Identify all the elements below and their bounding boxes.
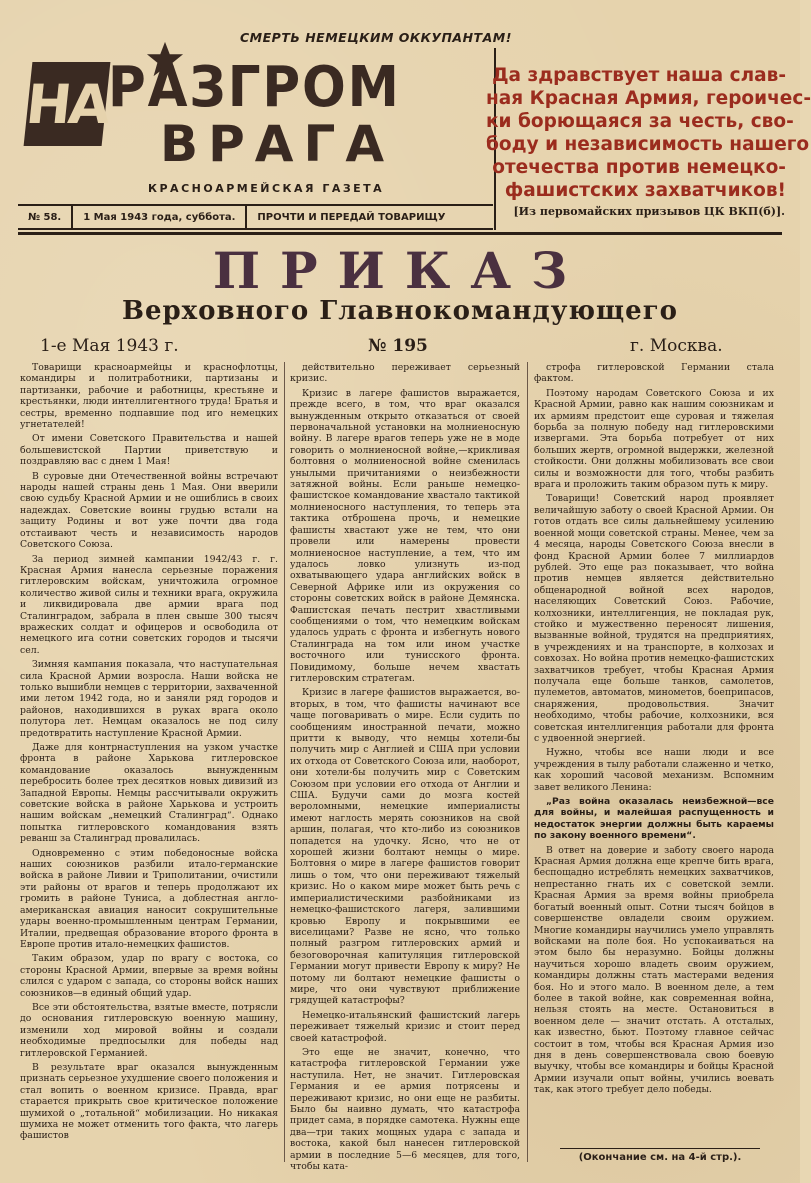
top-slogan: СМЕРТЬ НЕМЕЦКИМ ОККУПАНТАМ! — [240, 30, 512, 45]
slogan-line: ки борющаяся за честь, сво- — [486, 111, 794, 132]
issue-info-bar — [18, 204, 493, 230]
column-divider — [527, 362, 528, 1162]
article-column-2 — [290, 362, 520, 1173]
continued-note: (Окончание см. на 4-й стр.). — [560, 1148, 760, 1163]
newspaper-title: РАЗГРОМ — [108, 55, 401, 120]
paragraph: действительно переживает серьезный кризис. — [290, 362, 520, 385]
paragraph: В результате враг оказался вынужденным признать серьезное ухудшение своего положения и стал вопить о военном кризисе. Правда, враг старается прикрыть свое критическое положение шумихой о „тотальной“ мобилизации. Но никакая шумиха не может отменить того факта, что лагерь фашистов — [20, 1061, 278, 1142]
order-subtitle: Верховного Главнокомандующего — [121, 296, 679, 326]
paragraph: Товарищи красноармейцы и краснофлотцы, командиры и политработники, партизаны и партизанки, рабочие и работницы, крестьяне и крестьянки, люди интеллигентного труда! Братья и сестры, временно подпавшие под иго немецких угнетателей! — [20, 362, 278, 431]
paragraph: строфа гитлеровской Германии стала фактом. — [534, 362, 774, 385]
order-city: г. Москва. — [630, 336, 723, 356]
paragraph: Поэтому народам Советского Союза и их Красной Армии, равно как нашим союзникам и их армиям предстоит еще суровая и тяжелая борьба за полную победу над гитлеровскими извергами. Эта борьба потребует от них больших жертв, огромной выдержки, железной стойкости. Они должны мобилизовать все свои силы и возможности для того, чтобы разбить врага и проложить таким образом путь к миру. — [534, 387, 774, 491]
order-title: ПРИКАЗ — [212, 241, 588, 300]
slogan-line: отечества против немецко- — [492, 157, 786, 178]
slogan-line: боду и независимость нашего — [486, 134, 810, 155]
issue-number: № 58. — [28, 211, 62, 223]
order-date: 1-е Мая 1943 г. — [40, 336, 179, 356]
paragraph: От имени Советского Правительства и нашей большевистской Партии приветствую и поздравляю вас с днем 1 Мая! — [20, 433, 278, 468]
may-day-slogan — [486, 64, 811, 202]
lenin-quote: „Раз война оказалась неизбежной—все для войны, и малейшая распущенность и недостаток энергии должны быть караемы по закону военного времени“. — [534, 796, 774, 842]
logo-na: НА — [24, 62, 111, 146]
paragraph: В суровые дни Отечественной войны встречают народы нашей страны день 1 Мая. Они вверили свою судьбу Красной Армии и не ошиблись в своих надеждах. Советские воины грудью встали на защиту Родины и вот уже почти два года отстаивают честь и независимость народов Советского Союза. — [20, 470, 278, 551]
paragraph: Все эти обстоятельства, взятые вместе, потрясли до основания гитлеровскую военную машину, изменили ход мировой войны и создали необходимые предпосылки для победы над гитлеровской Германией. — [20, 1001, 278, 1059]
order-number: № 195 — [368, 336, 428, 356]
paragraph: За период зимней кампании 1942/43 г. г. Красная Армия нанесла серьезные поражения гитлеровским войскам, уничтожила огромное количество живой силы и техники врага, окружила и ликвидировала две армии врага под Сталинградом, забрала в плен свыше 300 тысяч вражеских солдат и офицеров и освободила от немецкого ига сотни советских городов и тысячи сел. — [20, 553, 278, 656]
paragraph: Товарищи! Советский народ проявляет величайшую заботу о своей Красной Армии. Он готов отдать все силы дальнейшему усилению военной мощи советской страны. Менее, чем за 4 месяца, народы Советского Союза внесли в фонд Красной Армии более 7 миллиардов рублей. Это еще раз показывает, что война против немцев является действительно общенародной войной всех народов, населяющих Советский Союз. Рабочие, колхозники, интеллигенция, не покладая рук, стойко и мужественно переносят лишения, вызванные войной, трудятся на предприятиях, в учреждениях и на транспорте, в колхозах и совхозах. Но война против немецко-фашистских захватчиков требует, чтобы Красная Армия получала еще больше танков, самолетов, пулеметов, автоматов, минометов, боеприпасов, снаряжения, продовольствия. Значит необходимо, чтобы рабочие, колхозники, вся советская интеллигенция работали для фронта с удвоенной энергией. — [534, 493, 774, 744]
pass-on-note: ПРОЧТИ И ПЕРЕДАЙ ТОВАРИЩУ — [257, 211, 446, 223]
masthead-rule — [18, 232, 782, 235]
paragraph: Кризис в лагере фашистов выражается, прежде всего, в том, что враг оказался вынужденным открыто отказаться от своей первоначальной установки на молниеносную войну. В лагере врагов теперь уже не в моде говорить о молниеносной войне,—крикливая болтовня о молниеносной войне сменилась унылыми причитаниями о неизбежности затяжной войны. Если раньше немецко-фашистское командование хвастало тактикой молниеносного наступления, то теперь эта тактика отброшена прочь, и немецкие фашисты хвастают уже не тем, что они провели или намерены провести молниеносное наступление, а тем, что им удалось ловко улизнуть из-под охватывающего удара английских войск в Северной Африке или из окружения со стороны советских войск в районе Демянска. Фашистская печать пестрит хвастливыми сообщениями о том, что немецким войскам удалось удрать с фронта и избегнуть нового Сталинграда на том или ином участке восточного или тунисского фронта. Повидимому, больше нечем хвастать гитлеровским стратегам. — [290, 387, 520, 684]
slogan-line: ная Красная Армия, героичес- — [486, 88, 811, 109]
paragraph: Даже для контрнаступления на узком участке фронта в районе Харькова гитлеровское командование оказалось вынужденным перебросить более трех десятков новых дивизий из Западной Европы. Немцы рассчитывали окружить советские войска в районе Харькова и устроить нашим войскам „немецкий Сталинград“. Однако попытка гитлеровского командования взять реванш за Сталинград провалилась. — [20, 742, 278, 845]
paragraph: Одновременно с этим победоносные войска наших союзников разбили итало-германские войска в районе Ливии и Триполитании, очистили эти районы от врагов и теперь продолжают их громить в районе Туниса, а доблестная англо-американская авиация наносит сокрушительные удары военно-промышленным центрам Германии, Италии, предвещая образование второго фронта в Европе против итало-немецких фашистов. — [20, 847, 278, 950]
paragraph: Это еще не значит, конечно, что катастрофа гитлеровской Германии уже наступила. Нет, не значит. Гитлеровская Германия и ее армия потрясены и переживают кризис, но они еще не разбиты. Было бы наивно думать, что катастрофа придет сама, в порядке самотека. Нужны еще два—три таких мощных удара с запада и востока, какой был нанесен гитлеровской армии в последние 5—6 месяцев, для того, чтобы ката- — [290, 1046, 520, 1173]
newspaper-subtitle: КРАСНОАРМЕЙСКАЯ ГАЗЕТА — [148, 182, 385, 195]
slogan-line: Да здравствует наша слав- — [492, 65, 786, 86]
newspaper-title-sub: ВРАГА — [160, 115, 395, 173]
slogan-line: фашистских захватчиков! — [504, 180, 786, 201]
paragraph: Нужно, чтобы все наши люди и все учреждения в тылу работали слаженно и четко, как хороший часовой механизм. Вспомним завет великого Ленина: — [534, 747, 774, 793]
article-column-3 — [534, 362, 774, 1142]
column-divider — [284, 362, 285, 1162]
slogan-source: [Из первомайских призывов ЦК ВКП(б)]. — [513, 205, 785, 218]
paragraph: В ответ на доверие и заботу своего народа Красная Армия должна еще крепче бить врага, беспощадно истреблять немецких захватчиков, непрестанно гнать их с советской земли. Красная Армия за время войны приобрела богатый военный опыт. Сотни тысяч бойцов в совершенстве овладели своим оружием. Многие командиры научились умело управлять войсками на поле боя. Но успокаиваться на этом было бы неразумно. Бойцы должны научиться хорошо владеть своим оружием, командиры должны стать мастерами ведения боя. Но и этого мало. В военном деле, а тем более в такой войне, как современная война, нельзя стоять на месте. Остановиться в военном деле — значит отстать. А отсталых, как известно, бьют. Поэтому главное сейчас состоит в том, чтобы вся Красная Армия изо дня в день совершенствовала свою боевую выучку, чтобы все командиры и бойцы Красной Армии изучали опыт войны, учились воевать так, как этого требует дело победы. — [534, 844, 774, 1096]
paragraph: Зимняя кампания показала, что наступательная сила Красной Армии возросла. Наши войска не только вышибли немцев с территории, захваченной ими летом 1942 года, но и заняли ряд городов и районов, находившихся в руках врага около полутора лет. Немцам оказалось не под силу предотвратить наступление Красной Армии. — [20, 659, 278, 739]
masthead — [0, 0, 811, 240]
issue-date: 1 Мая 1943 года, суббота. — [83, 211, 236, 223]
paragraph: Немецко-итальянский фашистский лагерь переживает тяжелый кризис и стоит перед своей катастрофой. — [290, 1009, 520, 1044]
paragraph: Таким образом, удар по врагу с востока, со стороны Красной Армии, впервые за время войны слился с ударом с запада, со стороны войск наших союзников—в единый общий удар. — [20, 953, 278, 999]
article-column-1 — [20, 362, 278, 1142]
paragraph: Кризис в лагере фашистов выражается, во-вторых, в том, что фашисты начинают все чаще поговаривать о мире. Если судить по сообщениям иностранной печати, можно притти к выводу, что немцы хотели-бы получить мир с Англией и США при условии их отхода от Советского Союза или, наоборот, они хотели-бы получить мир с Советским Союзом при условии его отхода от Англии и США. Будучи сами до мозга костей вероломными, немецкие империалисты имеют наглость мерять союзников на свой аршин, полагая, что кто-либо из союзников попадется на удочку. Ясно, что не от хорошей жизни болтают немцы о мире. Болтовня о мире в лагере фашистов говорит лишь о том, что они переживают тяжелый кризис. Но о каком мире может быть речь с империалистическими разбойниками из немецко-фашистского лагеря, залившими кровью Европу и покрывшими ее виселицами? Разве не ясно, что только полный разгром гитлеровских армий и безоговорочная капитуляция гитлеровской Германии могут привести Европу к миру? Не потому ли болтают немецкие фашисты о мире, что они чувствуют приближение грядущей катастрофы? — [290, 687, 520, 1007]
